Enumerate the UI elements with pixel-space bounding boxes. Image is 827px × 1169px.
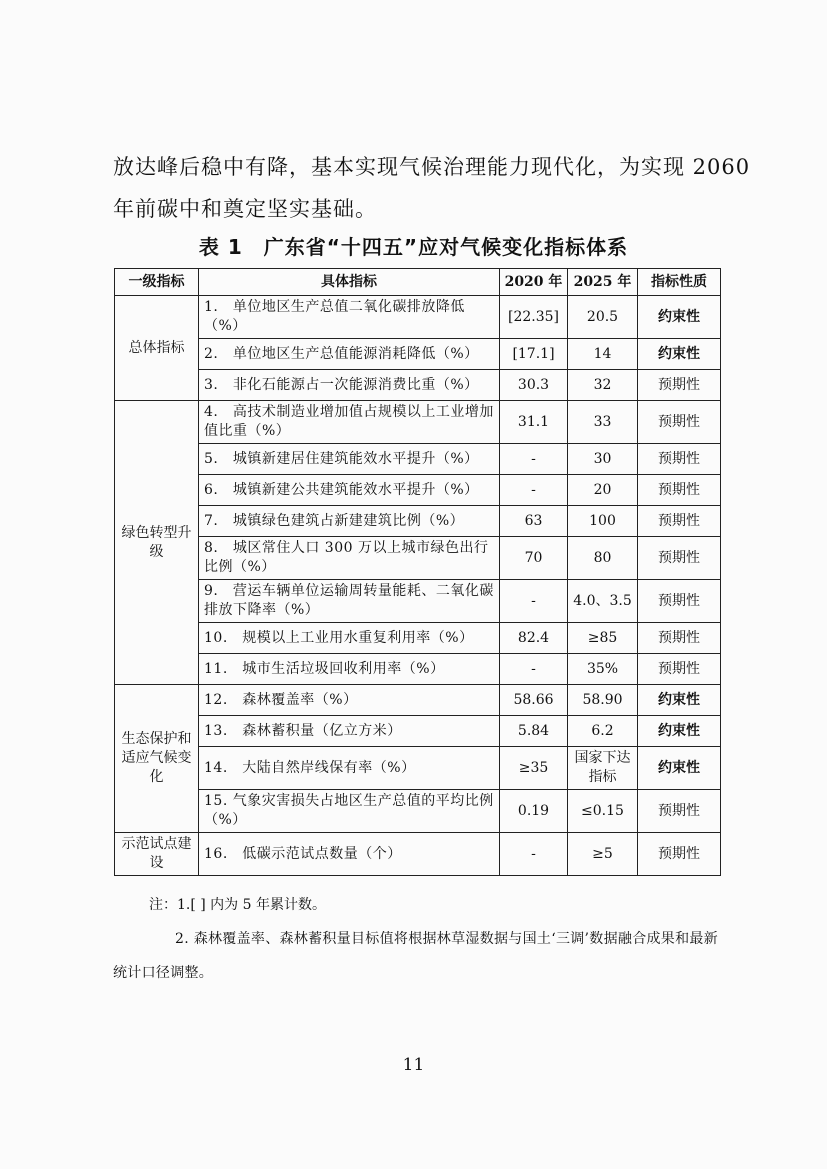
indicator-cell: 15. 气象灾害损失占地区生产总值的平均比例（%） xyxy=(199,790,500,833)
nature-cell: 预期性 xyxy=(638,833,721,876)
nature-cell: 预期性 xyxy=(638,580,721,623)
value-2020-cell: [22.35] xyxy=(500,296,568,339)
value-2025-cell: 58.90 xyxy=(568,685,638,716)
table-row xyxy=(115,833,721,876)
indicator-cell: 2. 单位地区生产总值能源消耗降低（%） xyxy=(199,339,500,370)
table-row xyxy=(115,537,721,580)
nature-cell: 预期性 xyxy=(638,623,721,654)
nature-cell: 预期性 xyxy=(638,654,721,685)
page-number: 11 xyxy=(402,1055,425,1075)
value-2020-cell: - xyxy=(500,654,568,685)
category-cell: 总体指标 xyxy=(115,296,199,401)
table-row xyxy=(115,401,721,444)
indicator-cell: 16. 低碳示范试点数量（个） xyxy=(199,833,500,876)
value-2020-cell: 63 xyxy=(500,506,568,537)
intro-line-1: 放达峰后稳中有降，基本实现气候治理能力现代化，为实现 2060 xyxy=(113,155,751,179)
table-row xyxy=(115,370,721,401)
indicator-cell: 6. 城镇新建公共建筑能效水平提升（%） xyxy=(199,475,500,506)
table-row xyxy=(115,506,721,537)
header-2025: 2025 年 xyxy=(568,269,638,296)
header-2020: 2020 年 xyxy=(500,269,568,296)
value-2025-cell: 33 xyxy=(568,401,638,444)
value-2020-cell: 5.84 xyxy=(500,716,568,747)
table-row xyxy=(115,444,721,475)
indicator-table xyxy=(114,268,721,876)
indicator-cell: 1. 单位地区生产总值二氧化碳排放降低（%） xyxy=(199,296,500,339)
value-2020-cell: [17.1] xyxy=(500,339,568,370)
value-2020-cell: - xyxy=(500,444,568,475)
value-2020-cell: 0.19 xyxy=(500,790,568,833)
indicator-cell: 12. 森林覆盖率（%） xyxy=(199,685,500,716)
value-2025-cell: 国家下达指标 xyxy=(568,747,638,790)
table-row xyxy=(115,747,721,790)
intro-paragraph xyxy=(113,146,751,230)
table-row xyxy=(115,475,721,506)
value-2025-cell: 35% xyxy=(568,654,638,685)
value-2020-cell: 58.66 xyxy=(500,685,568,716)
value-2025-cell: ≤0.15 xyxy=(568,790,638,833)
nature-cell: 预期性 xyxy=(638,401,721,444)
value-2025-cell: 20.5 xyxy=(568,296,638,339)
indicator-cell: 8. 城区常住人口 300 万以上城市绿色出行比例（%） xyxy=(199,537,500,580)
category-cell: 生态保护和适应气候变化 xyxy=(115,685,199,833)
nature-cell: 预期性 xyxy=(638,370,721,401)
indicator-cell: 10. 规模以上工业用水重复利用率（%） xyxy=(199,623,500,654)
table-header-row xyxy=(115,269,721,296)
note-1: 注：1.[ ] 内为 5 年累计数。 xyxy=(149,897,326,913)
value-2025-cell: 30 xyxy=(568,444,638,475)
value-2025-cell: 14 xyxy=(568,339,638,370)
table-row xyxy=(115,623,721,654)
value-2020-cell: - xyxy=(500,475,568,506)
nature-cell: 预期性 xyxy=(638,506,721,537)
value-2025-cell: ≥5 xyxy=(568,833,638,876)
value-2025-cell: 4.0、3.5 xyxy=(568,580,638,623)
indicator-cell: 5. 城镇新建居住建筑能效水平提升（%） xyxy=(199,444,500,475)
nature-cell: 预期性 xyxy=(638,537,721,580)
table-title: 表 1 广东省“十四五”应对气候变化指标体系 xyxy=(198,235,629,259)
note-2: 2. 森林覆盖率、森林蓄积量目标值将根据林草湿数据与国土‘三调’数据融合成果和最新统计口径调整。 xyxy=(113,931,719,981)
header-indicator: 具体指标 xyxy=(199,269,500,296)
indicator-cell: 3. 非化石能源占一次能源消费比重（%） xyxy=(199,370,500,401)
table-row xyxy=(115,790,721,833)
table-row xyxy=(115,296,721,339)
value-2020-cell: - xyxy=(500,833,568,876)
value-2025-cell: 32 xyxy=(568,370,638,401)
value-2020-cell: ≥35 xyxy=(500,747,568,790)
value-2020-cell: 82.4 xyxy=(500,623,568,654)
table-row xyxy=(115,685,721,716)
table-row xyxy=(115,580,721,623)
indicator-cell: 7. 城镇绿色建筑占新建建筑比例（%） xyxy=(199,506,500,537)
value-2025-cell: ≥85 xyxy=(568,623,638,654)
nature-cell: 预期性 xyxy=(638,444,721,475)
nature-cell: 约束性 xyxy=(638,716,721,747)
value-2025-cell: 20 xyxy=(568,475,638,506)
table-row xyxy=(115,654,721,685)
value-2020-cell: 31.1 xyxy=(500,401,568,444)
category-cell: 示范试点建设 xyxy=(115,833,199,876)
indicator-cell: 13. 森林蓄积量（亿立方米） xyxy=(199,716,500,747)
value-2020-cell: 70 xyxy=(500,537,568,580)
value-2025-cell: 100 xyxy=(568,506,638,537)
value-2020-cell: 30.3 xyxy=(500,370,568,401)
nature-cell: 约束性 xyxy=(638,296,721,339)
value-2020-cell: - xyxy=(500,580,568,623)
indicator-cell: 14. 大陆自然岸线保有率（%） xyxy=(199,747,500,790)
header-level1: 一级指标 xyxy=(115,269,199,296)
nature-cell: 约束性 xyxy=(638,685,721,716)
header-nature: 指标性质 xyxy=(638,269,721,296)
indicator-cell: 4. 高技术制造业增加值占规模以上工业增加值比重（%） xyxy=(199,401,500,444)
indicator-cell: 9. 营运车辆单位运输周转量能耗、二氧化碳排放下降率（%） xyxy=(199,580,500,623)
value-2025-cell: 6.2 xyxy=(568,716,638,747)
nature-cell: 预期性 xyxy=(638,475,721,506)
nature-cell: 约束性 xyxy=(638,747,721,790)
nature-cell: 预期性 xyxy=(638,790,721,833)
intro-line-2: 年前碳中和奠定坚实基础。 xyxy=(113,197,377,221)
indicator-cell: 11. 城市生活垃圾回收利用率（%） xyxy=(199,654,500,685)
category-cell: 绿色转型升级 xyxy=(115,401,199,685)
table-row xyxy=(115,339,721,370)
table-row xyxy=(115,716,721,747)
nature-cell: 约束性 xyxy=(638,339,721,370)
value-2025-cell: 80 xyxy=(568,537,638,580)
table-notes xyxy=(113,888,728,990)
